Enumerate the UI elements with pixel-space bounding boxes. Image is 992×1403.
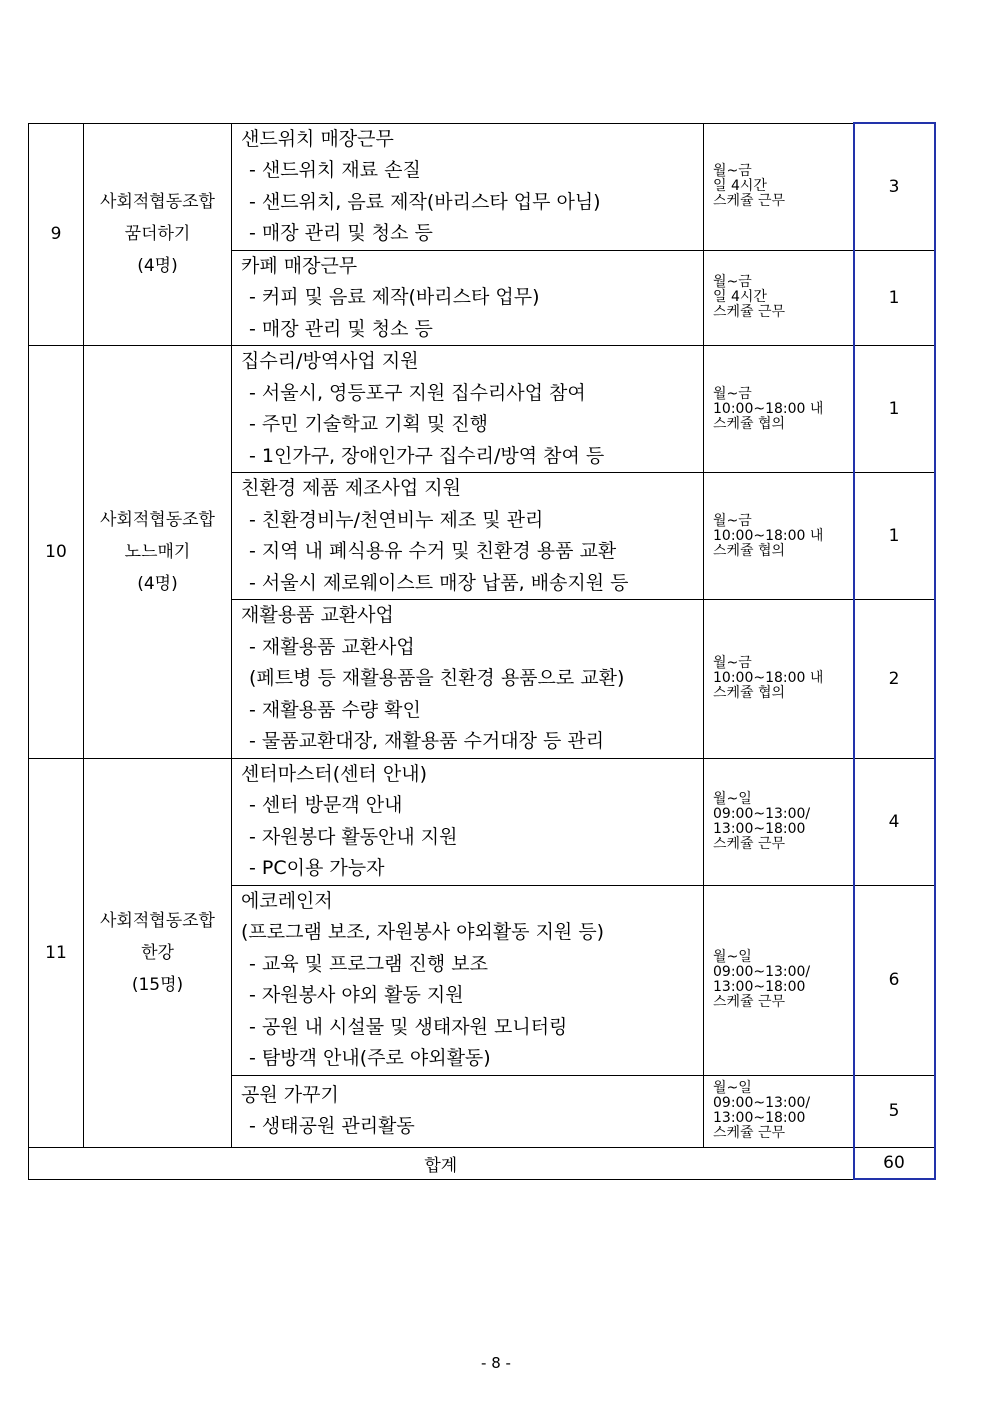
duty-cell [232,346,704,473]
schedule-line: 스케쥴 근무 [713,994,786,1010]
duty-title: 샌드위치 매장근무 [241,127,394,150]
schedule-line: 일 4시간 [713,289,767,306]
schedule-line: 10:00~18:00 내 [713,670,824,687]
duty-cell [232,1075,704,1147]
schedule-cell [704,473,854,600]
schedule-line: 스케쥴 근무 [713,1125,786,1141]
duty-item: - 교육 및 프로그램 진행 보조 [249,952,488,975]
schedule-cell [704,885,854,1075]
duty-cell [232,885,704,1075]
duty-title: 카페 매장근무 [241,254,358,277]
duty-item: - 샌드위치, 음료 제작(바리스타 업무 아님) [249,190,601,213]
duty-item: - 샌드위치 재료 손질 [249,159,421,181]
table-row [29,758,935,885]
organization-branch: 노느매기 [124,541,191,562]
schedule-line: 월~금 [713,655,752,672]
schedule-line: 스케쥴 근무 [713,835,786,852]
duty-item: - 서울시, 영등포구 지원 집수리사업 참여 [249,381,586,404]
schedule-line: 09:00~13:00/ [713,1095,811,1111]
organization-cell [84,758,232,1147]
duty-cell [232,758,704,885]
duty-item: (페트병 등 재활용품을 친환경 용품으로 교환) [249,667,625,689]
schedule-line: 월~금 [713,512,752,529]
duty-title: 재활용품 교환사업 [241,604,394,626]
duty-item: - 1인가구, 장애인가구 집수리/방역 참여 등 [249,444,605,467]
headcount-cell: 1 [854,473,935,600]
schedule-line: 월~일 [713,949,752,965]
duty-item: - 매장 관리 및 청소 등 [249,222,433,244]
organization-cell [84,123,232,346]
schedule-line: 10:00~18:00 내 [713,527,824,544]
schedule-line: 월~일 [713,790,752,807]
headcount-cell: 3 [854,123,935,250]
organization-name: 사회적협동조합 [100,192,215,213]
organization-headcount: (4명) [137,256,178,277]
schedule-line: 일 4시간 [713,178,767,194]
total-count: 60 [854,1147,935,1179]
schedule-cell [704,1075,854,1147]
schedule-line: 스케쥴 근무 [713,304,786,321]
duty-title: 센터마스터(센터 안내) [241,762,428,785]
duty-item: - PC이용 가능자 [249,857,385,879]
duty-title: 친환경 제품 제조사업 지원 [241,477,462,499]
headcount-cell: 1 [854,346,935,473]
schedule-line: 월~일 [713,1080,752,1096]
total-label: 합계 [29,1147,854,1179]
row-number: 9 [29,123,84,346]
schedule-cell [704,123,854,250]
duty-item: - 주민 기술학교 기획 및 진행 [249,413,488,435]
organization-name: 사회적협동조합 [100,509,215,530]
duty-subtitle: (프로그램 보조, 자원봉사 야외활동 지원 등) [241,921,605,943]
schedule-line: 스케쥴 근무 [713,193,786,209]
duty-title: 공원 가꾸기 [241,1083,339,1106]
row-number: 11 [29,758,84,1147]
duty-item: - 커피 및 음료 제작(바리스타 업무) [249,286,540,308]
schedule-line: 09:00~13:00/ [713,964,811,980]
row-number: 10 [29,346,84,759]
duty-title: 에코레인저 [241,889,333,912]
duty-item: - 자원봉다 활동안내 지원 [249,825,458,848]
duty-item: - 물품교환대장, 재활용품 수거대장 등 관리 [249,730,605,752]
schedule-line: 13:00~18:00 [713,979,806,995]
duty-cell [232,473,704,600]
organization-branch: 한강 [141,942,174,963]
duty-item: - 서울시 제로웨이스트 매장 납품, 배송지원 등 [249,571,629,594]
schedule-cell [704,600,854,759]
organization-headcount: (4명) [137,573,178,594]
schedule-cell [704,346,854,473]
duty-item: - 매장 관리 및 청소 등 [249,317,433,340]
headcount-cell: 2 [854,600,935,759]
headcount-cell: 4 [854,758,935,885]
duty-item: - 자원봉사 야외 활동 지원 [249,984,464,1006]
duty-item: - 지역 내 폐식용유 수거 및 친환경 용품 교환 [249,540,617,562]
schedule-line: 월~금 [713,163,752,179]
total-row [29,1147,935,1179]
recruitment-table [28,122,936,1180]
duty-cell [232,123,704,250]
duty-item: - 생태공원 관리활동 [249,1115,415,1137]
duty-cell [232,250,704,346]
schedule-cell [704,758,854,885]
page-number: - 8 - [481,1354,511,1372]
schedule-line: 13:00~18:00 [713,1110,806,1126]
organization-cell [84,346,232,759]
duty-item: - 재활용품 수량 확인 [249,698,421,721]
schedule-line: 09:00~13:00/ [713,805,811,822]
schedule-line: 스케쥴 협의 [713,685,786,702]
schedule-line: 스케쥴 협의 [713,415,786,432]
organization-headcount: (15명) [131,974,184,995]
headcount-cell: 6 [854,885,935,1075]
organization-name: 사회적협동조합 [100,910,215,931]
duty-item: - 센터 방문객 안내 [249,794,403,816]
schedule-line: 13:00~18:00 [713,820,806,837]
duty-cell [232,600,704,759]
table-row [29,346,935,473]
headcount-cell: 1 [854,250,935,346]
duty-item: - 탐방객 안내(주로 야외활동) [249,1047,491,1069]
table-row [29,123,935,250]
schedule-line: 월~금 [713,274,752,291]
duty-title: 집수리/방역사업 지원 [241,350,419,372]
schedule-cell [704,250,854,346]
duty-item: - 재활용품 교환사업 [249,635,415,658]
headcount-cell: 5 [854,1075,935,1147]
schedule-line: 스케쥴 협의 [713,542,786,559]
duty-item: - 공원 내 시설물 및 생태자원 모니터링 [249,1015,568,1038]
duty-item: - 친환경비누/천연비누 제조 및 관리 [249,508,544,531]
organization-branch: 꿈더하기 [124,224,191,245]
schedule-line: 10:00~18:00 내 [713,400,824,417]
schedule-line: 월~금 [713,385,752,402]
